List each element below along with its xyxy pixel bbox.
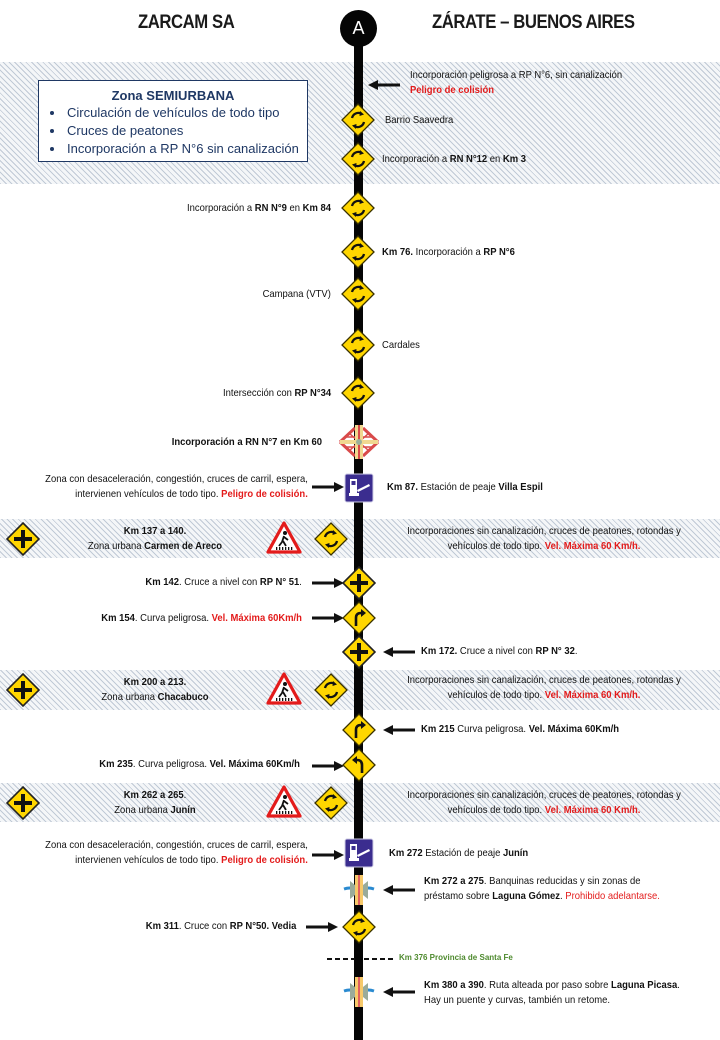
text-bold: Laguna Picasa [611, 979, 678, 991]
event-km76-rp6 [382, 245, 515, 260]
zone-box-title: Zona SEMIURBANA [111, 88, 235, 103]
text-bold: RN N°12 [449, 153, 488, 165]
crossroad-sign-icon [342, 635, 376, 669]
zone-box-item: • Incorporación a RP N°6 sin canalización [65, 140, 307, 158]
text-bold: Km 200 a 213. [123, 676, 187, 688]
event-rn7-km60: Incorporación a RN N°7 en Km 60 [171, 436, 322, 448]
arrow-left-icon [383, 885, 415, 895]
zone-carmen-de-areco-info [386, 524, 703, 554]
text-bold: RP N°6 [483, 246, 515, 258]
event-rp34-intersection [223, 386, 331, 401]
event-toll-warning-left [45, 472, 308, 502]
text: . [299, 576, 302, 588]
roundabout-sign-icon [341, 376, 375, 410]
arrow-right-icon [312, 613, 344, 623]
text-bold: Km 137 a 140. [123, 525, 187, 537]
text: Hay un puente y curvas, también un retome. [424, 994, 610, 1006]
text-bold: Km 215 [421, 723, 455, 735]
roundabout-sign-icon [341, 191, 375, 225]
text: . [560, 890, 566, 902]
text-bold: RP N°34 [294, 387, 331, 399]
event-cardales: Cardales [382, 339, 420, 351]
text-bold: RN N°9 [254, 202, 287, 214]
text: intervienen vehículos de todo tipo. [75, 488, 222, 500]
text-bold: Km 84 [302, 202, 331, 214]
event-toll-villa-espil [387, 480, 543, 495]
event-km142-rp51 [146, 575, 302, 590]
pedestrian-crossing-sign-icon [266, 785, 302, 819]
text-bold: Km 76. [382, 246, 413, 258]
text-bold: Vel. Máxima 60Km/h [209, 758, 300, 770]
province-border-line [327, 958, 355, 960]
zone-junin [79, 788, 232, 818]
event-km154-curve [101, 611, 302, 626]
text-bold: Villa Espil [498, 481, 543, 493]
text: Incorporación a [382, 153, 450, 165]
speed-limit-warning: Vel. Máxima 60Km/h [211, 612, 302, 624]
event-text: Incorporación peligrosa a RP N°6, sin canalización [410, 69, 623, 81]
roundabout-sign-icon [341, 328, 375, 362]
collision-warning: Peligro de colisión. [221, 488, 308, 500]
roundabout-sign-icon [341, 235, 375, 269]
text-bold: RP N° 51 [260, 576, 300, 588]
text: en [487, 153, 503, 165]
speed-limit-warning: Vel. Máxima 60 Km/h. [544, 804, 641, 816]
crossroad-sign-icon [6, 786, 40, 820]
zone-box-item: • Cruces de peatones [65, 122, 307, 140]
text: . Banquinas reducidas y sin zonas de [483, 875, 641, 887]
text-bold: Km 154 [101, 612, 135, 624]
text-bold: Vel. Máxima 60Km/h [528, 723, 620, 735]
text-bold: Km 142 [145, 576, 180, 588]
text-bold: Carmen de Areco [144, 540, 223, 552]
text: Incorporaciones sin canalización, cruces de peatones, rotondas y [407, 674, 681, 686]
event-rn12-km3 [382, 152, 526, 167]
text-bold: Chacabuco [157, 691, 209, 703]
roundabout-sign-icon [314, 673, 348, 707]
pedestrian-crossing-sign-icon [266, 521, 302, 555]
arrow-left-icon [383, 647, 415, 657]
semiurban-zone-box [38, 80, 308, 162]
text-bold: Km 172. [421, 645, 458, 657]
event-km215-curve [421, 722, 619, 737]
text: Estación de peaje [422, 847, 504, 859]
text-bold: Km 380 a 390 [424, 979, 484, 991]
text: . [574, 645, 578, 657]
text: vehículos de todo tipo. [447, 804, 545, 816]
text: Incorporaciones sin canalización, cruces de peatones, rotondas y [407, 789, 681, 801]
speed-limit-warning: Vel. Máxima 60 Km/h. [544, 540, 641, 552]
text: . Curva peligrosa. [132, 758, 210, 770]
event-toll-warning-left [45, 838, 308, 868]
text: . Cruce con [178, 920, 230, 932]
text-bold: RP N°50. Vedia [229, 920, 296, 932]
text: . Ruta alteada por paso sobre [483, 979, 612, 991]
zone-box-item: • Circulación de vehículos de todo tipo [65, 104, 307, 122]
text: . Curva peligrosa. [134, 612, 212, 624]
arrow-left-icon [383, 725, 415, 735]
arrow-right-icon [312, 482, 344, 492]
event-toll-junin [389, 846, 528, 861]
event-barrio-saavedra: Barrio Saavedra [385, 114, 454, 126]
toll-booth-sign-icon [344, 838, 374, 868]
text-bold: Km 311 [145, 920, 179, 932]
curve-left-sign-icon [342, 748, 376, 782]
text-bold: Km 235 [99, 758, 133, 770]
roundabout-sign-icon [341, 277, 375, 311]
bridge-icon [342, 977, 376, 1007]
zone-carmen-de-areco [79, 524, 232, 554]
province-border-line [364, 958, 394, 960]
arrow-right-icon [312, 850, 344, 860]
text: Cruce a nivel con [457, 645, 536, 657]
pedestrian-crossing-sign-icon [266, 672, 302, 706]
text: . [183, 789, 187, 801]
text: Zona con desaceleración, congestión, cruces de carril, espera, [45, 839, 308, 851]
event-km311-rp50-vedia [145, 919, 296, 934]
text-bold: Km 262 a 265 [123, 789, 184, 801]
collision-warning: Peligro de colisión [410, 84, 495, 96]
zone-chacabuco-info [386, 673, 703, 703]
text: Curva peligrosa. [454, 723, 529, 735]
text-bold: RP N° 32 [535, 645, 575, 657]
toll-booth-sign-icon [344, 473, 374, 503]
text: Zona urbana [87, 540, 145, 552]
zone-box-list [39, 104, 307, 158]
text-bold: Km 272 a 275 [424, 875, 484, 887]
zone-chacabuco [79, 675, 232, 705]
roundabout-sign-icon [341, 142, 375, 176]
text: Incorporaciones sin canalización, cruces de peatones, rotondas y [407, 525, 681, 537]
arrow-left-icon [383, 987, 415, 997]
event-rn9-km84 [187, 201, 331, 216]
arrow-right-icon [312, 761, 344, 771]
event-km380-laguna-picasa [424, 978, 680, 1008]
curve-right-sign-icon [342, 713, 376, 747]
text: Estación de peaje [417, 481, 499, 493]
interchange-icon [337, 425, 381, 459]
collision-warning: Peligro de colisión. [221, 854, 308, 866]
event-campana-vtv: Campana (VTV) [262, 288, 331, 300]
text-bold: Km 272 [389, 847, 423, 859]
crossroad-sign-icon [6, 673, 40, 707]
text: . Cruce a nivel con [179, 576, 261, 588]
text: préstamo sobre [424, 890, 493, 902]
crossroad-sign-icon [6, 522, 40, 556]
right-title: ZÁRATE – BUENOS AIRES [432, 12, 635, 33]
text: Zona urbana [114, 804, 171, 816]
text-bold: Junín [170, 804, 196, 816]
text: en [286, 202, 303, 214]
roundabout-sign-icon [341, 103, 375, 137]
no-overtaking-warning: Prohibido adelantarse. [565, 890, 660, 902]
text: Zona con desaceleración, congestión, cruces de carril, espera, [45, 473, 308, 485]
text: vehículos de todo tipo. [447, 540, 545, 552]
text: Incorporación a [412, 246, 484, 258]
start-marker: A [340, 10, 377, 47]
roundabout-sign-icon [314, 786, 348, 820]
roundabout-sign-icon [342, 910, 376, 944]
text: vehículos de todo tipo. [447, 689, 545, 701]
text-bold: Laguna Gómez [492, 890, 561, 902]
crossroad-sign-icon [342, 566, 376, 600]
text: . [677, 979, 680, 991]
text-bold: Km 87. [387, 481, 418, 493]
event-rp6-dangerous-merge [410, 68, 622, 98]
province-border-label: Km 376 Provincia de Santa Fe [399, 953, 513, 962]
event-km172-rp32 [421, 644, 577, 659]
speed-limit-warning: Vel. Máxima 60 Km/h. [544, 689, 641, 701]
event-km235-curve [99, 757, 300, 772]
left-title: ZARCAM SA [138, 12, 235, 33]
zone-junin-info [386, 788, 703, 818]
text: Incorporación a [186, 202, 255, 214]
arrow-right-icon [312, 578, 344, 588]
arrow-right-icon [306, 922, 338, 932]
curve-right-sign-icon [342, 601, 376, 635]
bridge-icon [342, 875, 376, 905]
event-km272-laguna-gomez [424, 874, 660, 904]
roundabout-sign-icon [314, 522, 348, 556]
text: intervienen vehículos de todo tipo. [75, 854, 222, 866]
text: Intersección con [222, 387, 295, 399]
text-bold: Junín [503, 847, 529, 859]
text-bold: Km 3 [502, 153, 527, 165]
arrow-left-icon [368, 80, 400, 90]
text: Zona urbana [101, 691, 158, 703]
